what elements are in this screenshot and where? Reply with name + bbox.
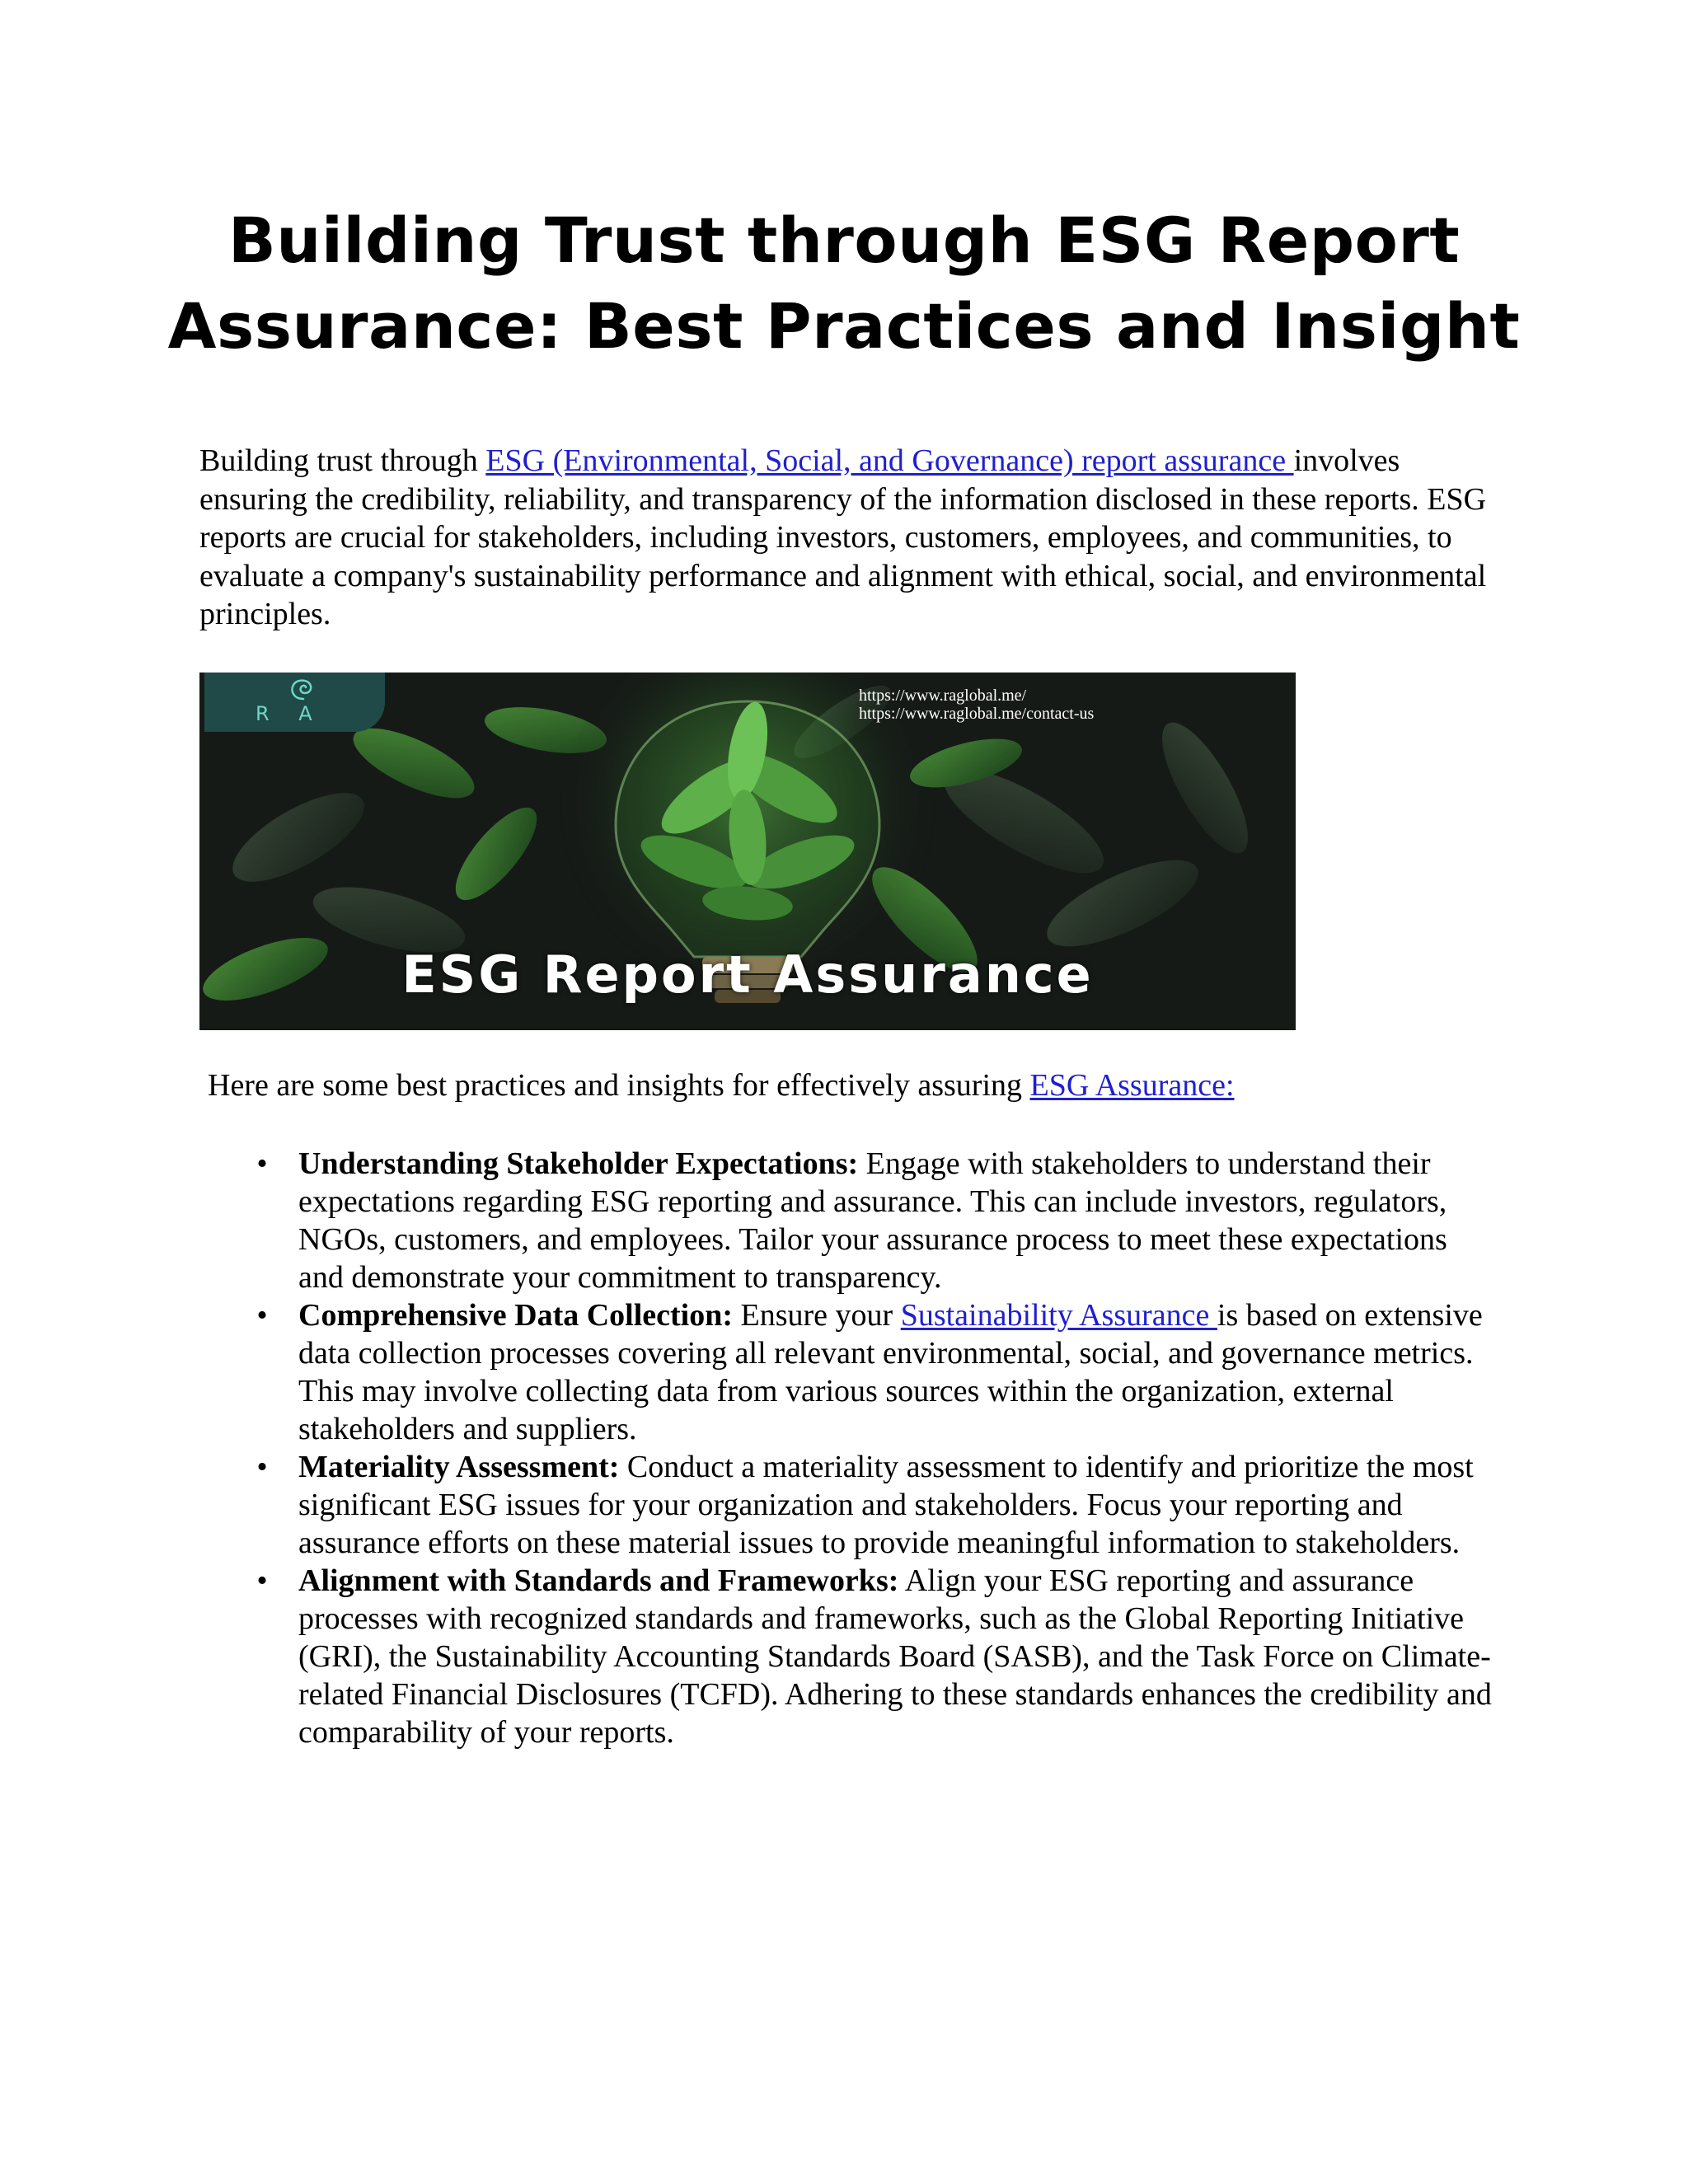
hero-url-contact: https://www.raglobal.me/contact-us: [859, 705, 1095, 723]
sustainability-assurance-link[interactable]: Sustainability Assurance: [900, 1298, 1217, 1333]
hero-caption: ESG Report Assurance: [401, 944, 1094, 1005]
intro-paragraph: [199, 442, 1493, 634]
list-item-text: Ensure your: [733, 1298, 901, 1333]
lead-paragraph: [208, 1066, 1526, 1104]
list-item-text: Align your ESG reporting and assurance processes with recognized standards and frameworks, such as the Global Reporting Initiative (GRI), the Sustainability Accounting Standards Board (SASB), and the Task Force on Climate-related Financial Disclosures (TCFD). Adhering to these standards enhances the credibility and comparability of your reports.: [298, 1563, 1492, 1750]
list-item-text: Conduct a materiality assessment to identify and prioritize the most significant ESG issues for your organization and stakeholders. Focus your reporting and assurance efforts on these material issues to provide meaningful information to stakeholders.: [298, 1450, 1474, 1560]
swirl-logo-icon: [287, 676, 320, 702]
ra-logo: [204, 673, 385, 732]
best-practices-list: [256, 1145, 1495, 1751]
hero-image: [199, 673, 1296, 1030]
hero-url-home: https://www.raglobal.me/: [859, 687, 1027, 705]
list-item-term: Comprehensive Data Collection:: [298, 1298, 734, 1333]
intro-suffix: involves ensuring the credibility, reliability, and transparency of the information disclosed in these reports. ESG reports are crucial for stakeholders, including investors, customers, employees, and communities, to evaluate a company's sustainability performance and alignment with ethical, social, and environmental principles.: [199, 443, 1487, 631]
logo-text: R A: [256, 702, 324, 725]
intro-prefix: Building trust through: [199, 443, 486, 478]
list-item-term: Understanding Stakeholder Expectations:: [298, 1146, 859, 1181]
bullet-icon: •: [256, 1563, 268, 1598]
bullet-icon: •: [256, 1450, 268, 1484]
list-item-term: Alignment with Standards and Frameworks:: [298, 1563, 899, 1598]
bullet-icon: •: [256, 1146, 268, 1181]
esg-assurance-link[interactable]: ESG Assurance:: [1029, 1068, 1235, 1103]
esg-report-assurance-link[interactable]: ESG (Environmental, Social, and Governance) report assurance: [485, 443, 1294, 478]
lead-text: Here are some best practices and insights for effectively assuring: [208, 1068, 1030, 1103]
list-item-text: is based on extensive data collection processes covering all relevant environmental, social, and governance metrics. This may involve collecting data from various sources within the organization, external stakeholders and suppliers.: [298, 1298, 1483, 1446]
list-item: [256, 1296, 1495, 1448]
list-item: [256, 1145, 1495, 1296]
page-title: Building Trust through ESG Report Assurance: Best Practices and Insight: [167, 204, 1521, 363]
list-item-text: Engage with stakeholders to understand their expectations regarding ESG reporting and assurance. This can include investors, regulators, NGOs, customers, and employees. Tailor your assurance process to meet these expectations and demonstrate your commitment to transparency.: [298, 1146, 1447, 1295]
list-item: [256, 1562, 1495, 1751]
bullet-icon: •: [256, 1298, 268, 1333]
hero-urls: [859, 687, 1094, 723]
list-item: [256, 1448, 1495, 1562]
list-item-term: Materiality Assessment:: [298, 1450, 620, 1484]
